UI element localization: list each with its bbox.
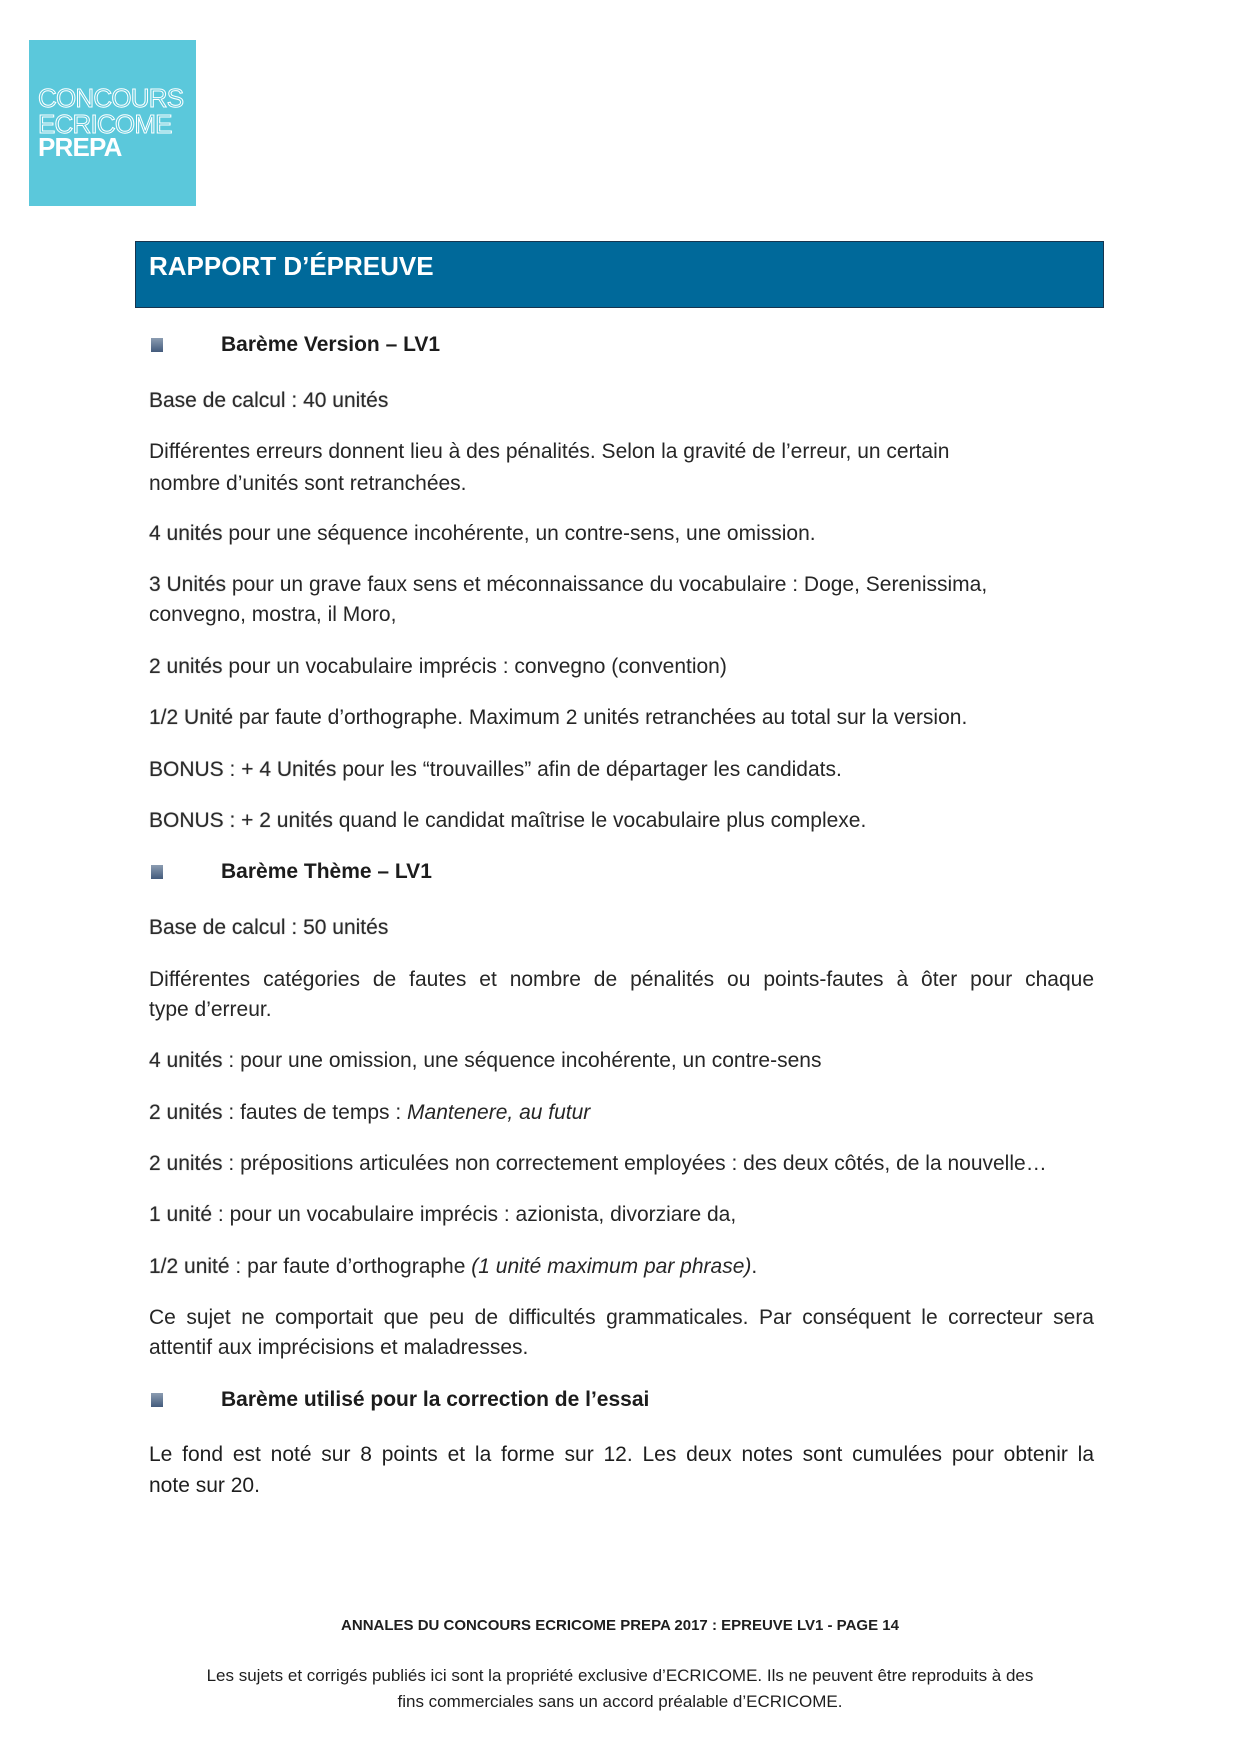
square-bullet-icon: [151, 865, 163, 879]
essai-text-line: note sur 20.: [149, 1474, 260, 1497]
rule-text: : pour un vocabulaire imprécis : azionista, divorziare da,: [217, 1203, 737, 1226]
version-rule: [149, 570, 1094, 600]
square-bullet-icon: [151, 1393, 163, 1407]
rule-text: : par faute d’orthographe: [235, 1255, 466, 1278]
section-heading-theme: Barème Thème – LV1: [221, 860, 432, 883]
rule-end: .: [751, 1255, 758, 1278]
theme-rule: [149, 1098, 1094, 1128]
rule-label: BONUS: [149, 758, 224, 781]
rule-text: par faute d’orthographe. Maximum 2 unités retranchées au total sur la version.: [238, 706, 968, 729]
theme-note-line: attentif aux imprécisions et maladresses.: [149, 1336, 529, 1359]
theme-note-line: Ce sujet ne comportait que peu de difficultés grammaticales. Par conséquent le correcteur sera: [149, 1306, 1094, 1329]
rule-text: pour un grave faux sens et méconnaissance du vocabulaire : Doge, Serenissima,: [231, 573, 988, 596]
version-bonus-rule: [149, 755, 1094, 785]
rule-label-secondary: + 4 Unités: [241, 758, 337, 781]
version-rule: [149, 519, 1094, 549]
version-intro-line: Différentes erreurs donnent lieu à des pénalités. Selon la gravité de l’erreur, un certain: [149, 440, 950, 463]
rule-label: 2 unités: [149, 1152, 223, 1175]
rule-separator: :: [229, 758, 236, 781]
theme-rule: [149, 1046, 1094, 1076]
rule-example: Mantenere, au futur: [407, 1101, 591, 1124]
theme-intro-line: type d’erreur.: [149, 998, 272, 1021]
rule-text: quand le candidat maîtrise le vocabulaire plus complexe.: [338, 809, 867, 832]
section-heading-version: Barème Version – LV1: [221, 333, 441, 356]
rule-text: pour les “trouvailles” afin de départager les candidats.: [342, 758, 842, 781]
version-rule-continuation: convegno, mostra, il Moro,: [149, 603, 397, 626]
theme-rule: [149, 1200, 1094, 1230]
rule-example: (1 unité maximum par phrase): [471, 1255, 752, 1278]
rule-label: 1/2 unité: [149, 1255, 230, 1278]
theme-rule: [149, 1149, 1094, 1179]
report-header-bar: [135, 241, 1104, 308]
essai-text-line: Le fond est noté sur 8 points et la forme sur 12. Les deux notes sont cumulées pour obtenir la: [149, 1443, 1094, 1466]
page-title: RAPPORT D’ÉPREUVE: [149, 251, 434, 281]
rule-text: : pour une omission, une séquence incohérente, un contre-sens: [228, 1049, 822, 1072]
rule-text: pour un vocabulaire imprécis : convegno (convention): [228, 655, 727, 678]
rule-label: 4 unités: [149, 522, 223, 545]
logo-line-ecricome: ECRICOME: [38, 109, 172, 139]
footer-notice-line: fins commerciales sans un accord préalable d’ECRICOME.: [397, 1692, 843, 1711]
rule-label: BONUS : + 2 unités: [149, 809, 333, 832]
rule-label: 2 unités: [149, 655, 223, 678]
version-intro-line: nombre d’unités sont retranchées.: [149, 472, 467, 495]
theme-intro-line: Différentes catégories de fautes et nombre de pénalités ou points-fautes à ôter pour chaque: [149, 968, 1094, 991]
version-rule: [149, 703, 1094, 733]
version-bonus-rule: [149, 806, 1094, 836]
version-base: Base de calcul : 40 unités: [149, 389, 389, 412]
section-heading-essai: Barème utilisé pour la correction de l’essai: [221, 1388, 650, 1411]
rule-label: 1/2 Unité: [149, 706, 234, 729]
rule-text: pour une séquence incohérente, un contre-sens, une omission.: [228, 522, 816, 545]
version-rule: [149, 652, 1094, 682]
rule-text: : prépositions articulées non correctement employées : des deux côtés, de la nouvelle…: [228, 1152, 1047, 1175]
rule-text: : fautes de temps :: [228, 1101, 402, 1124]
rule-label: 3 Unités: [149, 573, 227, 596]
theme-rule: [149, 1252, 1094, 1282]
square-bullet-icon: [151, 338, 163, 352]
logo-line-prepa: PREPA: [38, 132, 122, 162]
rule-label: 4 unités: [149, 1049, 223, 1072]
footer-title: ANNALES DU CONCOURS ECRICOME PREPA 2017 : EPREUVE LV1 - PAGE 14: [341, 1617, 899, 1634]
logo-line-concours: CONCOURS: [38, 83, 184, 113]
footer-notice-line: Les sujets et corrigés publiés ici sont la propriété exclusive d’ECRICOME. Ils ne peuvent être reproduits à des: [206, 1666, 1034, 1685]
rule-label: 1 unité: [149, 1203, 213, 1226]
rule-label: 2 unités: [149, 1101, 223, 1124]
theme-base: Base de calcul : 50 unités: [149, 916, 389, 939]
ecricome-logo: [29, 40, 196, 206]
